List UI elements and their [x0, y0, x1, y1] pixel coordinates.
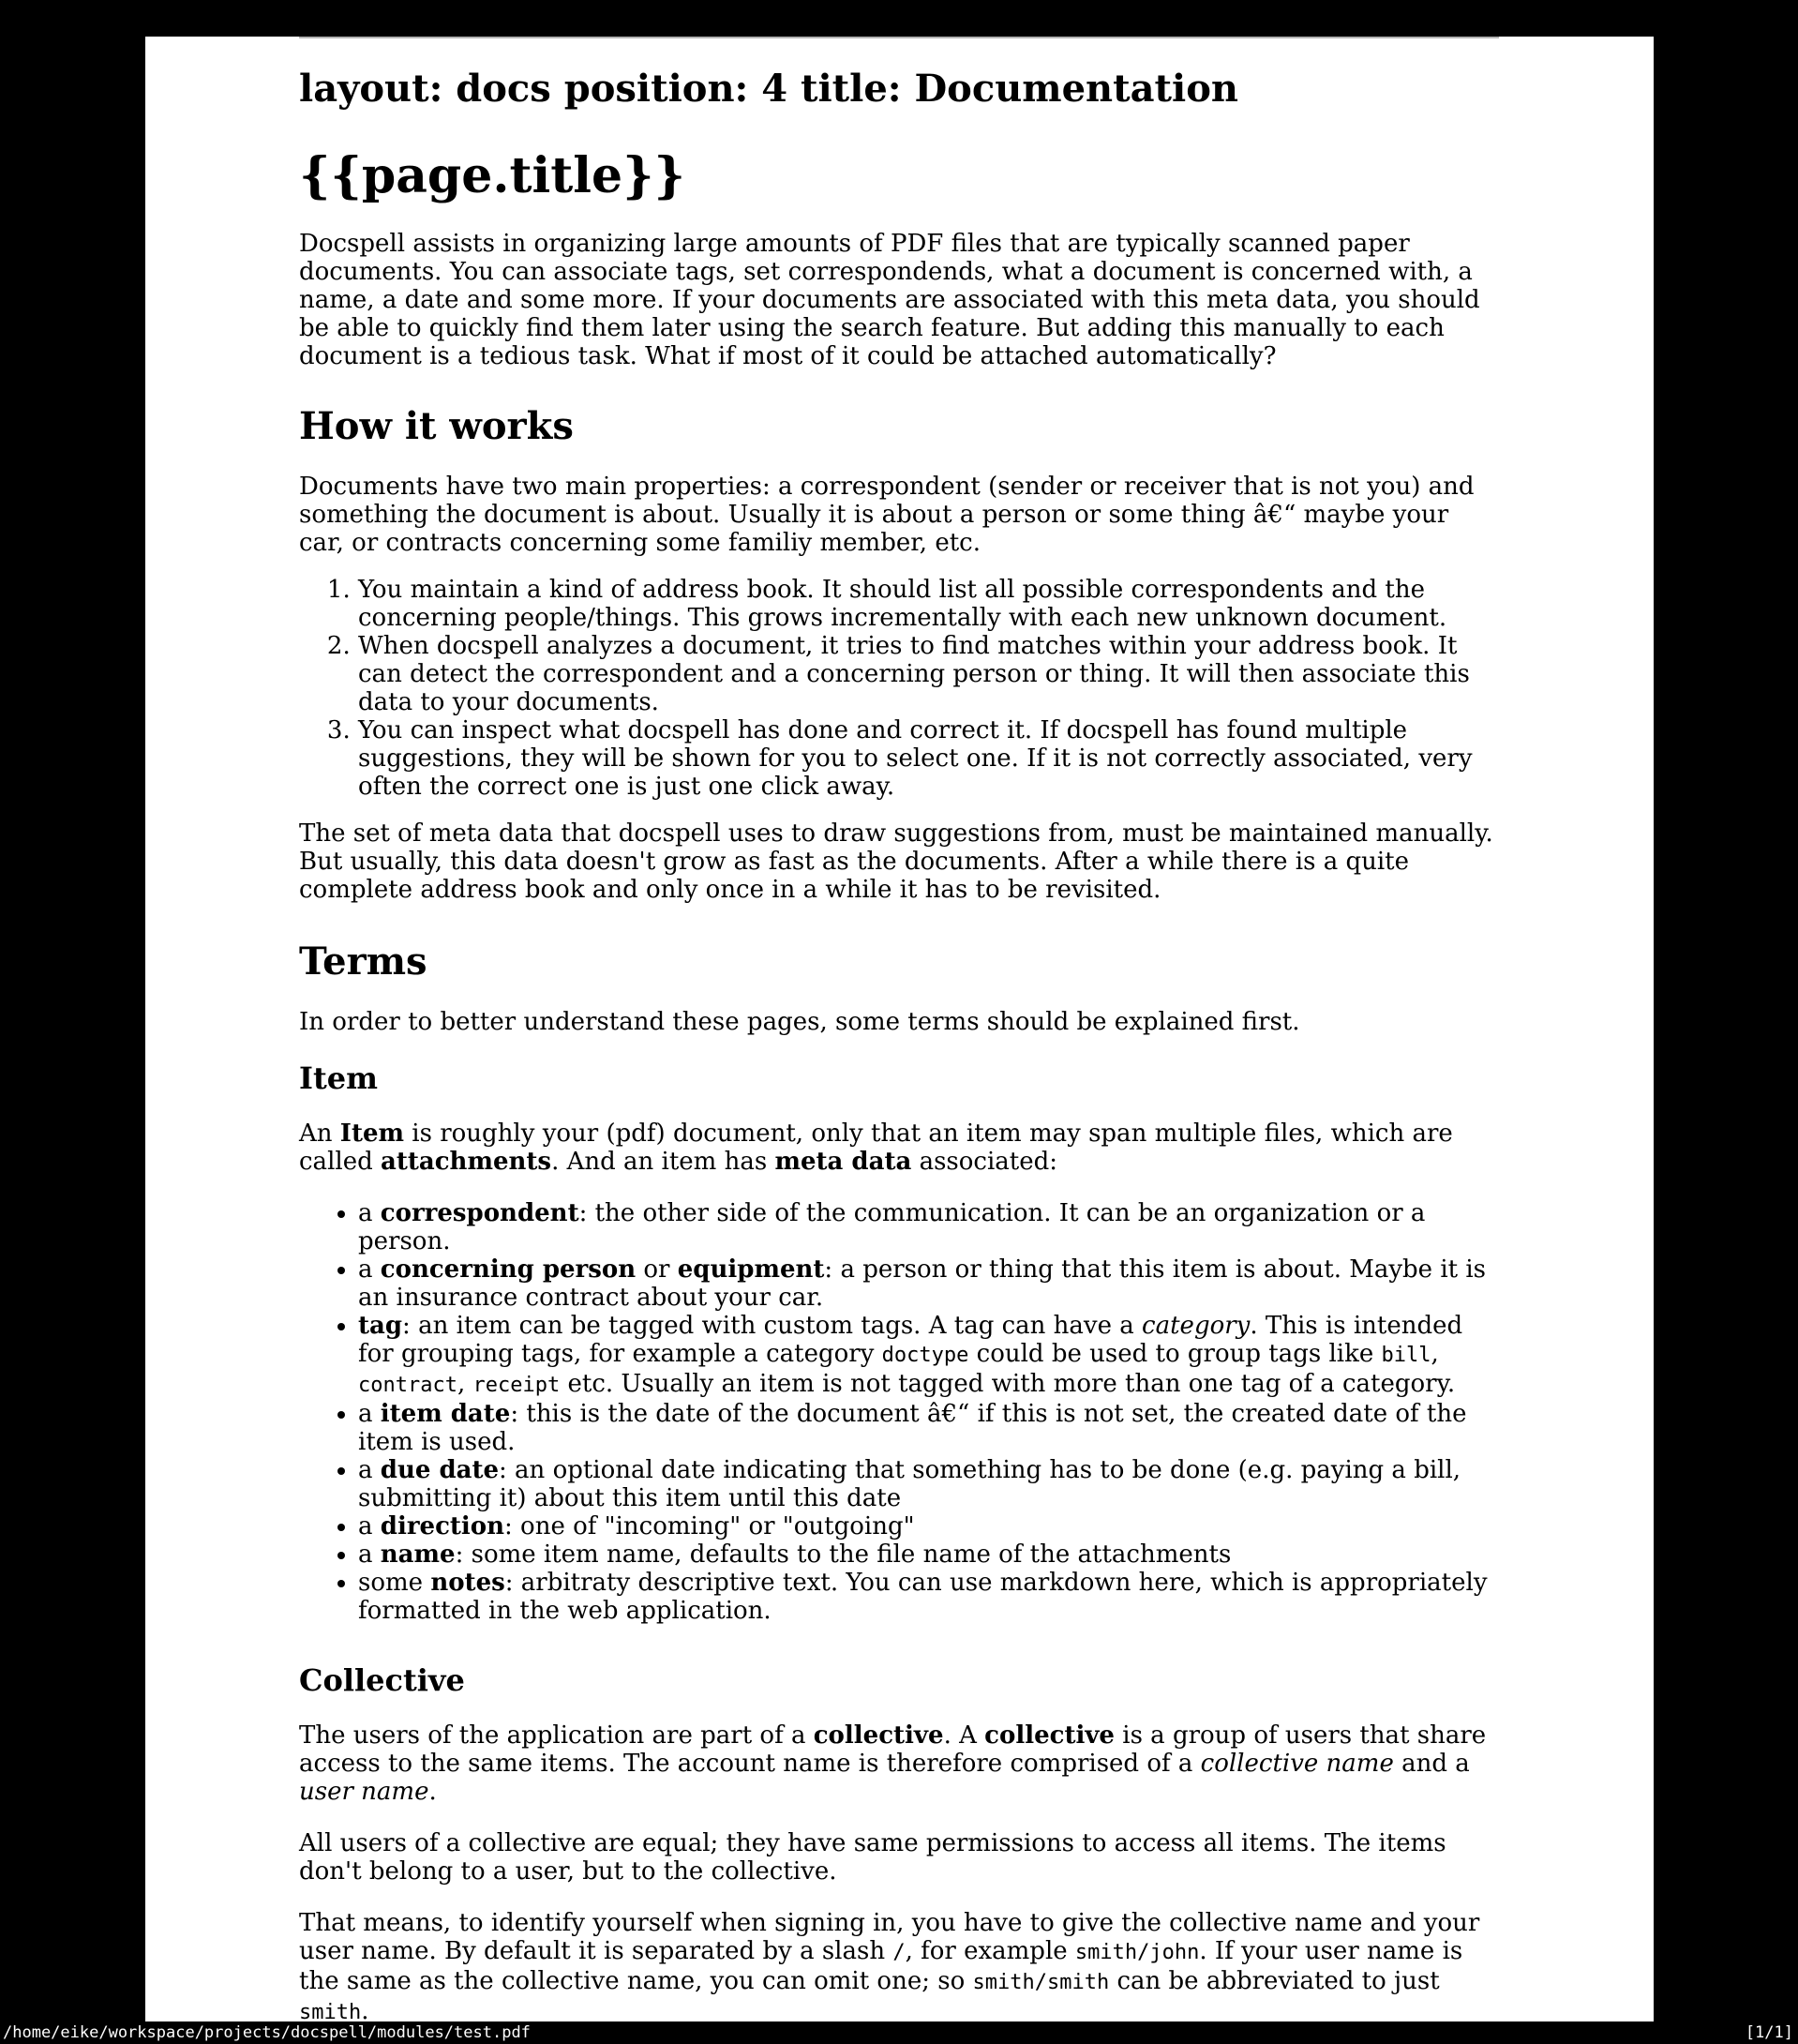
list-item: • a name: some item name, defaults to the file name of the attachments — [358, 1541, 1499, 1569]
list-item: • a correspondent: the other side of the communication. It can be an organization or a person. — [358, 1199, 1499, 1255]
item-meta-list — [299, 1199, 1499, 1625]
list-item: • a due date: an optional date indicating that something has to be done (e.g. paying a bill, submitting it) about this item until this date — [358, 1456, 1499, 1512]
heading-how-it-works: How it works — [299, 404, 574, 448]
file-path: /home/eike/workspace/projects/docspell/modules/test.pdf — [3, 2023, 531, 2042]
pdf-viewer — [0, 37, 1798, 2044]
list-item: 3. You can inspect what docspell has done and correct it. If docspell has found multiple suggestions, they will be shown for you to select one. If it is not correctly associated, very often the correct one is just one click away. — [358, 716, 1499, 801]
list-item: 1. You maintain a kind of address book. It should list all possible correspondents and the concerning people/things. This grows incrementally with each new unknown document. — [358, 576, 1499, 632]
collective-paragraph-2: All users of a collective are equal; they have same permissions to access all items. The items don't belong to a user, but to the collective. — [299, 1829, 1446, 1886]
intro-paragraph: Docspell assists in organizing large amounts of PDF files that are typically scanned paper documents. You can associate tags, set correspondends, what a document is concerned with, a name, a date and some more. If your documents are associated with this meta data, you should be able to quickly find them later using the search feature. But adding this manually to each document is a tedious task. What if most of it could be attached automatically? — [299, 230, 1480, 370]
frontmatter-heading: layout: docs position: 4 title: Documentation — [299, 67, 1238, 111]
top-rule — [299, 37, 1499, 38]
list-item: • a concerning person or equipment: a person or thing that this item is about. Maybe it is an insurance contract about your car. — [358, 1255, 1499, 1312]
heading-terms: Terms — [299, 939, 427, 984]
list-item: • some notes: arbitraty descriptive text. You can use markdown here, which is appropriately formatted in the web application. — [358, 1569, 1499, 1625]
meta-data-paragraph: The set of meta data that docspell uses to draw suggestions from, must be maintained manually. But usually, this data doesn't grow as fast as the documents. After a while there is a quite complete address book and only once in a while it has to be revisited. — [299, 819, 1493, 904]
statusbar — [0, 2021, 1798, 2044]
list-item: 2. When docspell analyzes a document, it tries to find matches within your address book. It can detect the correspondent and a concerning person or thing. It will then associate this data to your documents. — [358, 632, 1499, 716]
how-it-works-paragraph: Documents have two main properties: a correspondent (sender or receiver that is not you) and something the document is about. Usually it is about a person or some thing â€“ maybe your car, or contracts concerning some familiy member, etc. — [299, 473, 1475, 557]
collective-paragraph-1: The users of the application are part of a collective. A collective is a group of users that share access to the same items. The account name is therefore comprised of a collective name and a user name. — [299, 1721, 1487, 1806]
terms-paragraph: In order to better understand these pages, some terms should be explained first. — [299, 1008, 1300, 1036]
list-item: • a item date: this is the date of the document â€“ if this is not set, the created date of the item is used. — [358, 1400, 1499, 1456]
item-paragraph: An Item is roughly your (pdf) document, only that an item may span multiple files, which are called attachments. And an item has meta data associated: — [299, 1120, 1453, 1176]
page-title: {{page.title}} — [299, 147, 685, 204]
page-indicator: [1/1] — [1745, 2023, 1793, 2042]
list-item: • a direction: one of "incoming" or "outgoing" — [358, 1512, 1499, 1541]
heading-item: Item — [299, 1060, 378, 1096]
list-item: • tag: an item can be tagged with custom tags. A tag can have a category. This is intended for grouping tags, for example a category doctype could be used to group tags like bill, contract, receipt etc. Usually an item is not tagged with more than one tag of a category. — [358, 1312, 1499, 1400]
document-page — [145, 37, 1654, 2025]
document-content — [299, 37, 1499, 2027]
steps-list — [299, 576, 1499, 801]
collective-paragraph-3: That means, to identify yourself when signing in, you have to give the collective name and your user name. By default it is separated by a slash /, for example smith/john. If your user name is the same as the collective name, you can omit one; so smith/smith can be abbreviated to just smith. — [299, 1909, 1480, 2025]
heading-collective: Collective — [299, 1662, 465, 1698]
